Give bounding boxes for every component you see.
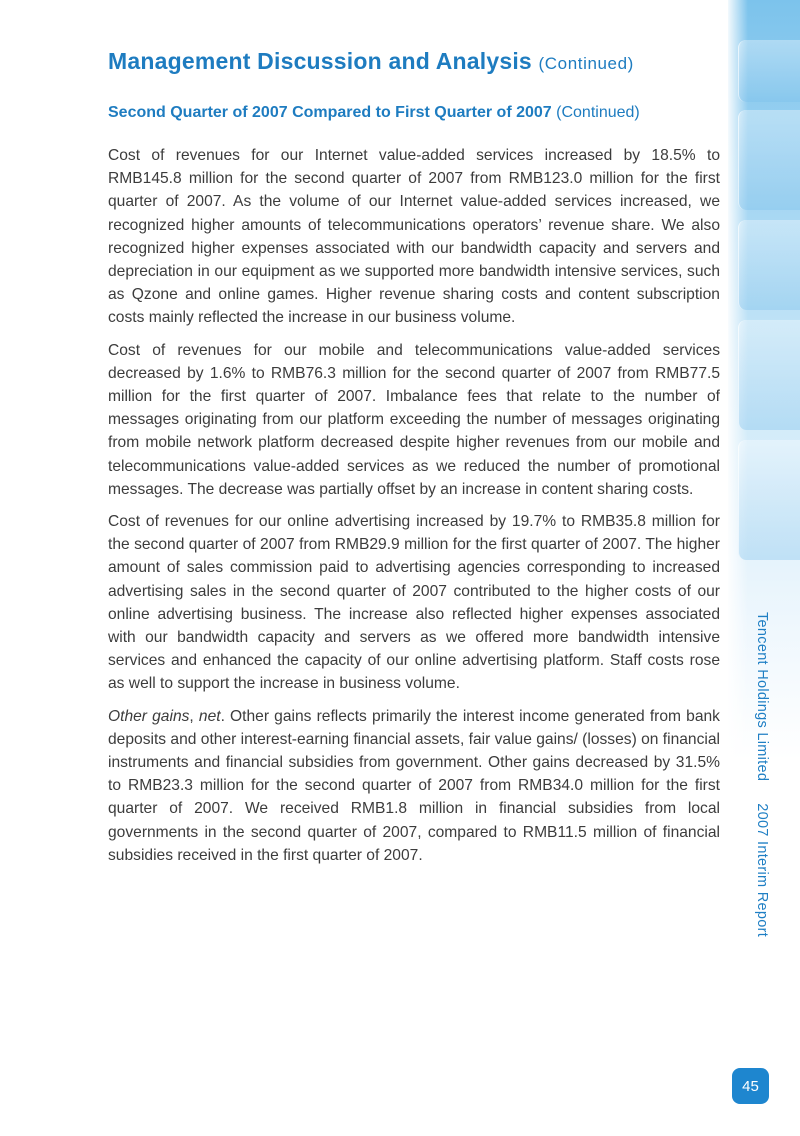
page-number-badge [732, 1068, 769, 1104]
decorative-tile [738, 220, 800, 310]
section-heading [108, 104, 640, 122]
sidebar-company-name: Tencent Holdings Limited [754, 612, 770, 782]
section-heading-continued: (Continued) [556, 104, 640, 121]
paragraph-mobile-vas-costs: Cost of revenues for our mobile and telecommunications value-added services decreased by 1.6% to RMB76.3 million for the second quarter of 2007 from RMB77.5 million for the first quarter of 2007. Imbalance fees that relate to the number of messages originating from our platform exceeding the number of messages originating from mobile network platform decreased despite higher revenues from our mobile and telecommunications value-added services as we reduced the number of promotional messages. The decrease was partially offset by an increase in content sharing costs. [108, 341, 720, 498]
decorative-tile [738, 320, 800, 430]
page-title-continued: (Continued) [538, 54, 634, 73]
net-term: net [198, 707, 221, 725]
page-title [108, 48, 634, 75]
other-gains-term: Other gains [108, 707, 190, 725]
page-number: 45 [742, 1077, 759, 1095]
paragraph-internet-vas-costs: Cost of revenues for our Internet value-added services increased by 18.5% to RMB145.8 million for the second quarter of 2007 from RMB123.0 million for the first quarter of 2007. As the volume of our Internet value-added services increased, we recognized higher amounts of telecommunications operators’ revenue share. We also recognized higher expenses associated with our bandwidth capacity and servers and depreciation in our equipment as we supported more bandwidth intensive services, such as Qzone and online games. Higher revenue sharing costs and content subscription costs mainly reflected the increase in our business volume. [108, 147, 720, 327]
section-heading-text: Second Quarter of 2007 Compared to First Quarter of 2007 [108, 104, 552, 121]
decorative-tile [738, 440, 800, 560]
decorative-side-band [728, 0, 800, 1136]
paragraph-online-advertising-costs: Cost of revenues for our online advertising increased by 19.7% to RMB35.8 million for the second quarter of 2007 from RMB29.9 million for the first quarter of 2007. The higher amount of sales commission paid to advertising agencies corresponding to increased advertising sales in the second quarter of 2007 contributed to the higher costs of our online advertising business. The increase also reflected higher expenses associated with our bandwidth capacity and servers as we offered more bandwidth intensive services and enhanced the capacity of our online advertising platform. Staff costs rose as well to support the increase in business volume. [108, 513, 720, 693]
page-title-text: Management Discussion and Analysis [108, 48, 532, 74]
sidebar-report-name: 2007 Interim Report [754, 803, 770, 938]
paragraph-other-gains [108, 705, 720, 867]
body-text [108, 144, 720, 876]
sidebar-running-label [754, 612, 770, 937]
decorative-tile [738, 110, 800, 210]
term-separator: , [189, 707, 199, 725]
other-gains-text: . Other gains reflects primarily the interest income generated from bank deposits and other interest-earning financial assets, fair value gains/ (losses) on financial instruments and financial subsidies from government. Other gains decreased by 31.5% to RMB23.3 million for the second quarter of 2007 from RMB34.0 million for the first quarter of 2007. We received RMB1.8 million in financial subsidies from local governments in the second quarter of 2007, compared to RMB11.5 million of financial subsidies received in the first quarter of 2007. [108, 707, 720, 864]
decorative-tile [738, 40, 800, 102]
